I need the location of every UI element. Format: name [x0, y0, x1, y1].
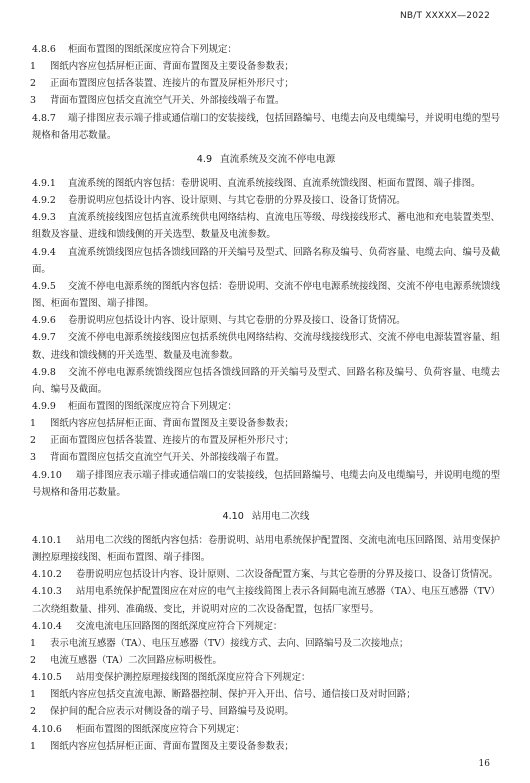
clause-paragraph: [32, 110, 500, 144]
clause-number: 4.10.4: [32, 620, 62, 632]
section-heading: [32, 144, 500, 175]
clause-text: 柜面布置图的图纸深度应符合下列规定：: [68, 400, 237, 412]
clause-number: 4.8.7: [32, 112, 56, 124]
clause-paragraph: [32, 244, 500, 278]
list-item-text: 正面布置图应包括各装置、连接片的布置及屏柜外形尺寸；: [50, 78, 294, 90]
list-item-number: 2: [30, 435, 36, 447]
clause-text: 站用变保护测控原理接线图的图纸深度应符合下列规定：: [76, 672, 311, 684]
list-item-number: 1: [30, 689, 36, 701]
section-heading: [32, 501, 500, 532]
list-item-number: 2: [30, 706, 36, 718]
clause-text: 直流系统接线图应包括直流系统供电网络结构、直流电压等级、母线接线形式、蓄电池和充电装置类型、组数及容量、进线和馈线侧的开关选型、数量及电流参数。: [32, 212, 500, 241]
clause-number: 4.9.5: [32, 280, 56, 292]
clause-text: 交流不停电电源系统的图纸内容包括：卷册说明、交流不停电电源系统接线图、交流不停电电源系统馈线图、柜面布置图、端子排图。: [32, 280, 500, 310]
clause-number: 4.9.2: [32, 195, 56, 207]
section-number: 4.9: [196, 153, 213, 165]
list-item-text: 图纸内容应包括屏柜正面、背面布置图及主要设备参数表；: [50, 61, 294, 73]
clause-text: 柜面布置图的图纸深度应符合下列规定：: [68, 44, 237, 55]
list-item: [32, 449, 500, 466]
section-title: 站用电二次线: [251, 510, 310, 522]
list-item-number: 3: [30, 95, 36, 107]
list-item-text: 表示电流互感器（TA）、电压互感器（TV）接线方式、去向、回路编号及二次接地点；: [50, 637, 409, 649]
clause-text: 站用电系统保护配置图应在对应的电气主接线简图上表示各间隔电流互感器（TA）、电压互感器（TV）二次绕组数量、排列、准确级、变比，并说明对应的二次设备配置，包括厂家型号。: [32, 586, 500, 615]
clause-number: 4.9.3: [32, 212, 56, 224]
list-item-number: 2: [30, 78, 36, 90]
clause-text: 交流不停电电源系统接线图应包括系统供电网络结构、交流母线接线形式、交流不停电电源装置容量、组数、进线和馈线侧的开关选型、数量及电流参数。: [32, 332, 500, 361]
clause-text: 卷册说明应包括设计内容、设计原则、与其它卷册的分界及接口、设备订货情况。: [68, 195, 406, 207]
list-item: [32, 432, 500, 449]
clause-number: 4.9.8: [32, 366, 56, 378]
clause-text: 卷册说明应包括设计内容、设计原则、与其它卷册的分界及接口、设备订货情况。: [68, 315, 406, 327]
section-number: 4.10: [222, 510, 244, 522]
list-item-number: 3: [30, 452, 36, 464]
clause-number: 4.9.9: [32, 400, 56, 412]
list-item-text: 电流互感器（TA）二次回路应标明极性。: [50, 655, 222, 666]
clause-paragraph: [32, 192, 500, 209]
list-item-text: 保护间的配合应表示对侧设备的端子号、回路编号及说明。: [50, 706, 294, 718]
list-item: [32, 415, 500, 432]
clause-number: 4.10.2: [32, 569, 62, 581]
clause-number: 4.9.10: [32, 469, 62, 481]
clause-number: 4.10.5: [32, 672, 62, 684]
list-item: [32, 738, 500, 755]
list-item-number: 1: [30, 61, 36, 73]
list-item: [32, 686, 500, 703]
document-body: [32, 41, 500, 755]
list-item-text: 图纸内容应包括交直流电源、断路器控制、保护开入开出、信号、通信接口及对时回路；: [50, 689, 416, 701]
clause-text: 直流系统馈线图应包括各馈线回路的开关编号及型式、回路名称及编号、负荷容量、电缆去向、编号及截面。: [32, 246, 500, 275]
clause-number: 4.8.6: [32, 44, 56, 55]
clause-paragraph: [32, 618, 500, 635]
clause-paragraph: [32, 566, 500, 583]
clause-paragraph: [32, 329, 500, 363]
clause-paragraph: [32, 364, 500, 398]
list-item-text: 背面布置图应包括交直流空气开关、外部接线端子布置。: [50, 452, 285, 464]
clause-paragraph: [32, 669, 500, 686]
clause-paragraph: [32, 398, 500, 415]
list-item-number: 1: [30, 740, 36, 752]
clause-paragraph: [32, 312, 500, 329]
clause-text: 站用电二次线的图纸内容包括：卷册说明、站用电系统保护配置图、交流电流电压回路图、站用变保护测控原理接线图、柜面布置图、端子排图。: [32, 534, 500, 564]
list-item-text: 图纸内容应包括屏柜正面、背面布置图及主要设备参数表；: [50, 740, 294, 752]
clause-paragraph: [32, 721, 500, 738]
clause-paragraph: [32, 278, 500, 312]
clause-text: 端子排图应表示端子排或通信端口的安装接线，包括回路编号、电缆去向及电缆编号，并说明电缆的型号规格和备用芯数量。: [32, 112, 500, 141]
clause-text: 端子排图应表示端子排或通信端口的安装接线，包括回路编号、电缆去向及电缆编号，并说明电缆的型号规格和备用芯数量。: [32, 469, 500, 498]
clause-number: 4.10.3: [32, 586, 62, 598]
list-item-number: 1: [30, 637, 36, 649]
list-item: [32, 58, 500, 75]
clause-paragraph: [32, 467, 500, 501]
clause-number: 4.9.6: [32, 315, 56, 327]
list-item-text: 背面布置图应包括交直流空气开关、外部接线端子布置。: [50, 95, 285, 107]
clause-paragraph: [32, 175, 500, 192]
clause-number: 4.10.1: [32, 534, 62, 546]
clause-text: 卷册说明应包括设计内容、设计原则、二次设备配置方案、与其它卷册的分界及接口、设备订货情况。: [76, 569, 498, 581]
list-item-number: 1: [30, 418, 36, 430]
clause-text: 交流不停电电源系统馈线图应包括各馈线回路的开关编号及型式、回路名称及编号、负荷容量、电缆去向、编号及截面。: [32, 366, 500, 395]
clause-number: 4.10.6: [32, 723, 62, 735]
list-item-text: 图纸内容应包括屏柜正面、背面布置图及主要设备参数表；: [50, 418, 294, 430]
list-item: [32, 635, 500, 652]
page-header: NB/T XXXXX—2022: [399, 11, 490, 21]
list-item: [32, 652, 500, 669]
clause-number: 4.9.1: [32, 177, 56, 189]
list-item: [32, 75, 500, 92]
clause-paragraph: [32, 209, 500, 243]
clause-number: 4.9.7: [32, 332, 56, 344]
list-item-text: 正面布置图应包括各装置、连接片的布置及屏柜外形尺寸；: [50, 435, 294, 447]
list-item-number: 2: [30, 655, 36, 666]
section-title: 直流系统及交流不停电电源: [220, 153, 336, 165]
clause-paragraph: [32, 41, 500, 58]
clause-text: 直流系统的图纸内容包括：卷册说明、直流系统接线图、直流系统馈线图、柜面布置图、端子排图。: [68, 177, 481, 189]
list-item: [32, 92, 500, 109]
clause-paragraph: [32, 532, 500, 566]
page-number: 16: [478, 759, 490, 769]
clause-text: 交流电流电压回路图的图纸深度应符合下列规定：: [76, 620, 283, 632]
clause-number: 4.9.4: [32, 246, 56, 258]
list-item: [32, 703, 500, 720]
clause-paragraph: [32, 583, 500, 617]
clause-text: 柜面布置图的图纸深度应符合下列规定：: [76, 723, 245, 735]
